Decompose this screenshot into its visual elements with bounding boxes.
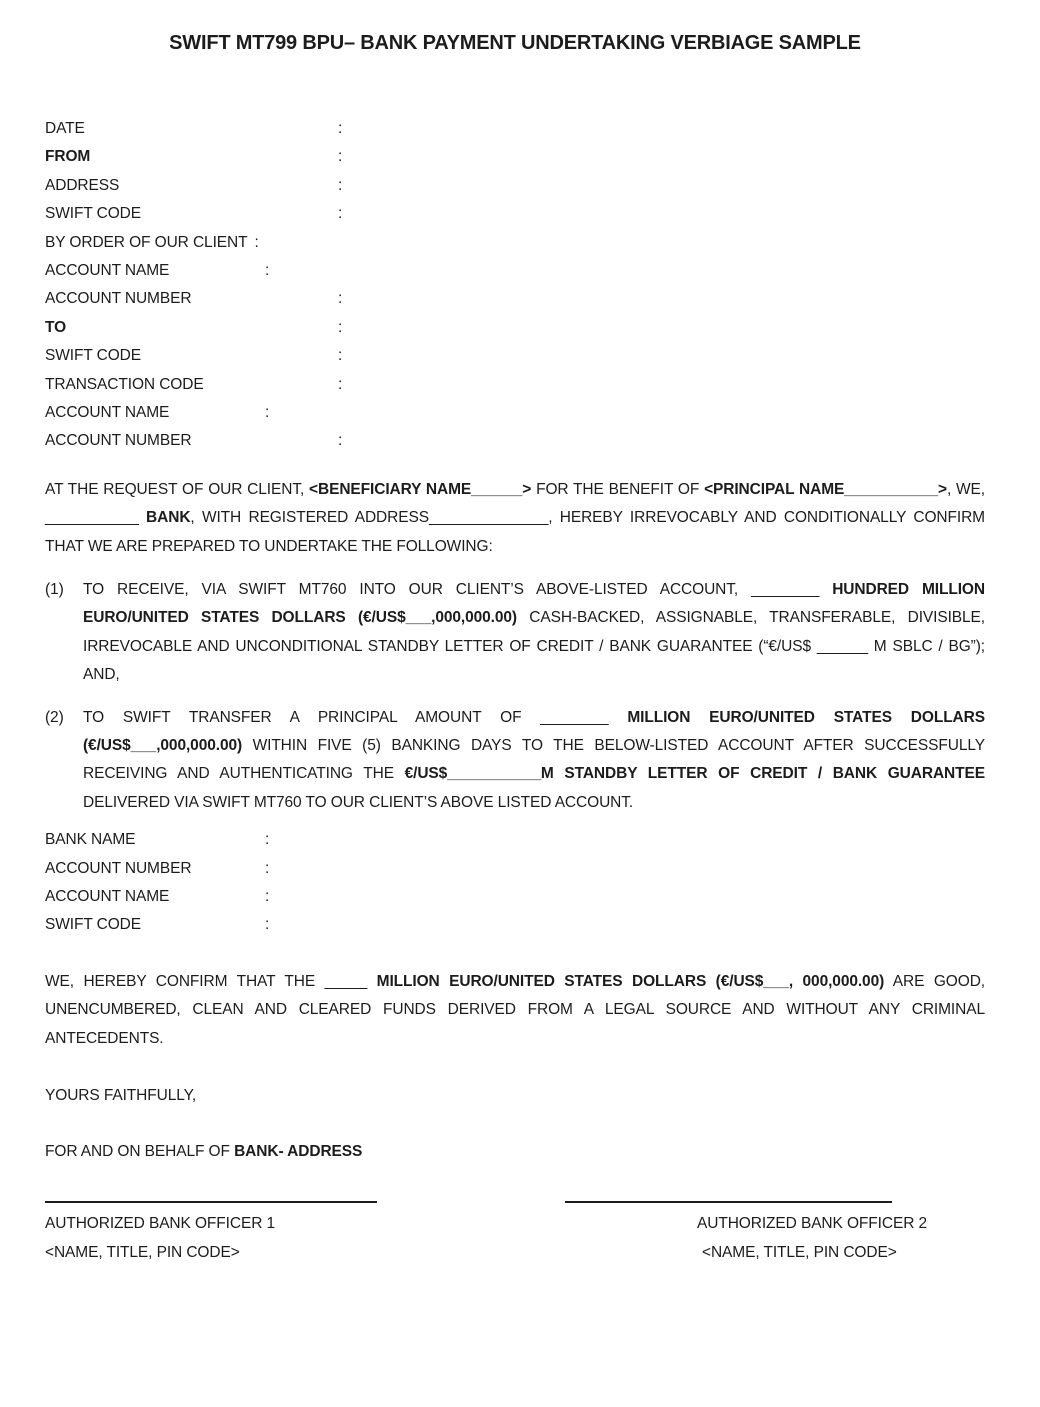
bold-text-run: <PRINCIPAL NAME___________>: [704, 480, 947, 498]
field-colon: :: [338, 148, 343, 166]
item-text: [83, 581, 985, 683]
field-row: [45, 143, 985, 171]
field-row: [45, 342, 985, 370]
document-content: [45, 0, 985, 1311]
text-run: WE, HEREBY CONFIRM THAT THE _____: [45, 972, 377, 990]
field-colon: :: [338, 205, 343, 223]
field-row: [45, 911, 985, 939]
field-label: ACCOUNT NAME: [45, 403, 170, 421]
text-run: , WE, ___________: [45, 480, 985, 527]
text-run: TO SWIFT TRANSFER A PRINCIPAL AMOUNT OF ________: [83, 708, 628, 726]
numbered-item: [45, 576, 985, 690]
numbered-items: [45, 576, 985, 817]
signature-subtext: <NAME, TITLE, PIN CODE>: [702, 1243, 897, 1261]
text-run: DELIVERED VIA SWIFT MT760 TO OUR CLIENT’S ABOVE LISTED ACCOUNT.: [83, 793, 634, 811]
text-run: WITHIN FIVE (5) BANKING DAYS TO THE BELOW-LISTED ACCOUNT AFTER SUCCESSFULLY RECEIVING AND AUTHENTICATING THE: [83, 736, 985, 783]
field-label: DATE: [45, 120, 85, 137]
field-label: ACCOUNT NUMBER: [45, 859, 192, 877]
field-row: [45, 371, 985, 399]
field-label: ACCOUNT NUMBER: [45, 432, 192, 450]
behalf-line: [45, 1138, 985, 1166]
field-row: [45, 399, 985, 427]
field-label: SWIFT CODE: [45, 916, 142, 934]
field-label: BANK NAME: [45, 831, 136, 849]
signature-block: [45, 1201, 985, 1311]
text-run: TO RECEIVE, VIA SWIFT MT760 INTO OUR CLIENT’S ABOVE-LISTED ACCOUNT, ________: [83, 580, 833, 598]
field-colon: :: [338, 290, 343, 308]
signature-line: [45, 1201, 377, 1203]
item-number: (1): [45, 580, 64, 598]
field-colon: :: [265, 831, 270, 849]
field-row: [45, 427, 985, 455]
bold-text-run: MILLION EURO/UNITED STATES DOLLARS (€/US$___, 000,000.00): [376, 972, 885, 990]
yours-faithfully-line: YOURS FAITHFULLY,: [45, 1086, 197, 1104]
item-number: (2): [45, 708, 64, 726]
bold-text-run: MILLION EURO/UNITED STATES DOLLARS (€/US$___,000,000.00): [83, 708, 985, 754]
field-row: [45, 285, 985, 313]
text-run: ARE GOOD, UNENCUMBERED, CLEAN AND CLEARED FUNDS DERIVED FROM A LEGAL SOURCE AND WITHOUT ANY CRIMINAL ANTECEDENTS.: [45, 972, 985, 1047]
field-colon: :: [338, 375, 343, 393]
field-label: ACCOUNT NAME: [45, 261, 170, 279]
header-fields: [45, 115, 985, 456]
field-label: TO: [45, 318, 67, 336]
field-label: SWIFT CODE: [45, 347, 142, 365]
field-colon: :: [338, 432, 343, 450]
field-label: SWIFT CODE: [45, 205, 142, 223]
field-label: TRANSACTION CODE: [45, 375, 204, 393]
field-colon: :: [338, 176, 343, 194]
text-run: AT THE REQUEST OF OUR CLIENT,: [45, 480, 310, 498]
field-row: [45, 883, 985, 911]
field-row: [45, 314, 985, 342]
field-label: ACCOUNT NAME: [45, 887, 170, 905]
field-colon: :: [338, 120, 343, 137]
field-colon: :: [338, 347, 343, 365]
page-title: SWIFT MT799 BPU– BANK PAYMENT UNDERTAKING VERBIAGE SAMPLE: [169, 32, 861, 54]
field-row: [45, 200, 985, 228]
signature-subtext: <NAME, TITLE, PIN CODE>: [45, 1243, 240, 1261]
field-label: BY ORDER OF OUR CLIENT: [45, 233, 248, 251]
signature-right: [565, 1201, 985, 1267]
signature-line: [565, 1201, 892, 1203]
numbered-item: [45, 704, 985, 818]
field-row: [45, 172, 985, 200]
field-row: [45, 115, 985, 143]
field-label: ACCOUNT NUMBER: [45, 290, 192, 308]
item-text: [83, 709, 985, 811]
confirmation-paragraph: [45, 968, 985, 1053]
text-run: CASH-BACKED, ASSIGNABLE, TRANSFERABLE, DIVISIBLE, IRREVOCABLE AND UNCONDITIONAL STANDBY LETTER OF CREDIT / BANK GUARANTEE (“€/US$ ______ M SBLC / BG”); AND,: [83, 609, 985, 684]
text-run: FOR AND ON BEHALF OF: [45, 1143, 235, 1161]
bold-text-run: €/US$___________M STANDBY LETTER OF CREDIT / BANK GUARANTEE: [404, 765, 985, 783]
field-label: ADDRESS: [45, 176, 120, 194]
intro-paragraph: [45, 476, 985, 561]
field-colon: :: [265, 403, 270, 421]
field-row: [45, 257, 985, 285]
bank-fields: [45, 826, 985, 940]
signature-label: AUTHORIZED BANK OFFICER 2: [697, 1214, 928, 1232]
field-colon: :: [265, 859, 270, 877]
bold-text-run: BANK- ADDRESS: [234, 1143, 363, 1161]
signature-label: AUTHORIZED BANK OFFICER 1: [45, 1214, 276, 1232]
bold-text-run: <BENEFICIARY NAME______>: [309, 480, 532, 498]
field-colon: :: [265, 261, 270, 279]
field-row: [45, 855, 985, 883]
field-row: [45, 229, 985, 257]
field-label: FROM: [45, 148, 91, 166]
field-colon: :: [265, 916, 270, 934]
text-run: , WITH REGISTERED ADDRESS______________, HEREBY IRREVOCABLY AND CONDITIONALLY CONFIRM THAT WE ARE PREPARED TO UNDERTAKE THE FOLLOWING:: [45, 509, 985, 555]
signature-left: [45, 1201, 465, 1267]
field-row: [45, 826, 985, 854]
field-colon: :: [338, 318, 343, 336]
bold-text-run: HUNDRED MILLION EURO/UNITED STATES DOLLARS (€/US$___,000,000.00): [83, 580, 985, 627]
text-run: FOR THE BENEFIT OF: [531, 480, 705, 498]
field-colon: :: [265, 887, 270, 905]
field-colon: :: [254, 233, 259, 251]
bold-text-run: BANK: [146, 509, 191, 527]
